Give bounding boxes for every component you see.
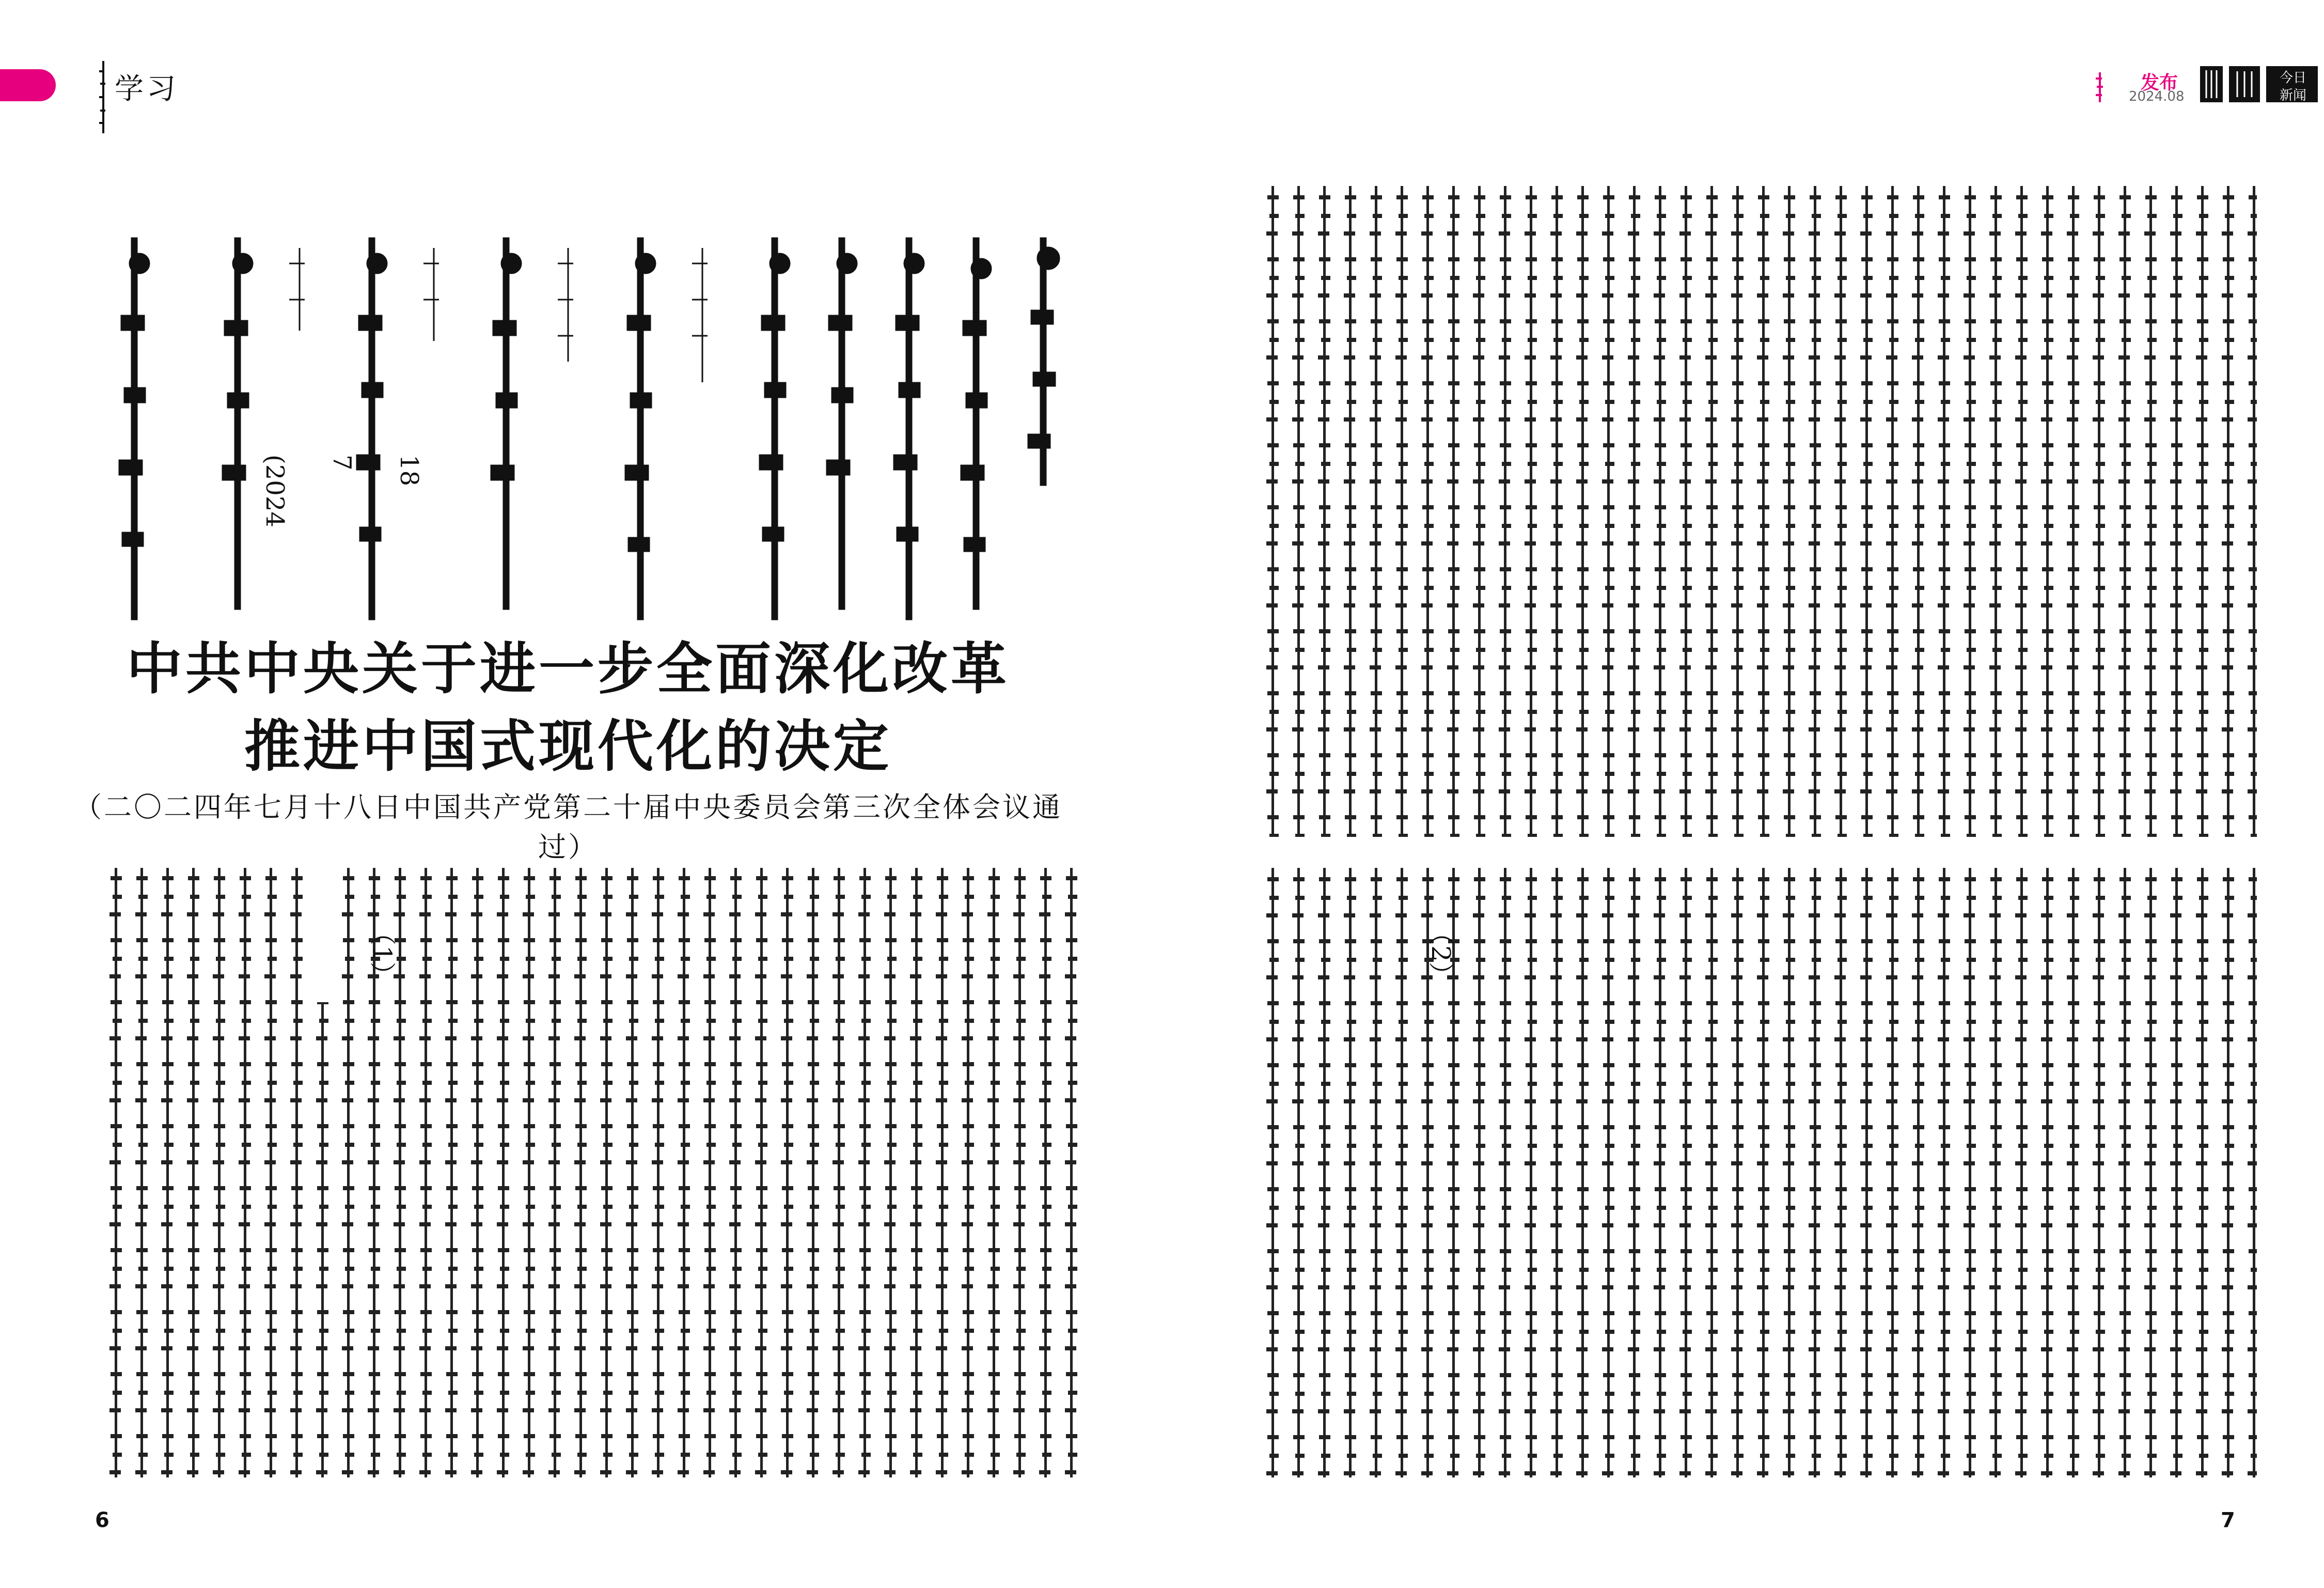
date-month: 7 [327,455,356,471]
mongolian-body-text-left [103,868,1085,1477]
headline [52,630,1085,785]
section-tab-marker [0,69,56,101]
logo-text-top: 今日 [2279,70,2306,86]
page-number-left: 6 [95,1508,109,1532]
mongolian-title-block [103,207,1085,630]
headline-line-1: 中共中央关于进一步全面深化改革 [126,636,1010,702]
mongolian-body-text-right-lower [1260,868,2257,1477]
headline-subtitle: （二〇二四年七月十八日中国共产党第二十届中央委员会第三次全体会议通过） [74,791,1062,863]
date-day: 18 [395,455,423,487]
mongolian-body-text-right-upper [1260,186,2257,837]
date-year: (2024 [260,455,289,527]
section-title: 学习 [115,72,179,106]
publish-label: 发布 [2141,72,2178,94]
mongolian-section-glyph [98,61,108,133]
issue-date: 2024.08 [2129,89,2185,104]
headline-line-2: 推进中国式现代化的决定 [244,714,892,779]
logo-text-bottom: 新闻 [2279,88,2306,103]
paragraph-marker-2: （2） [1426,920,1456,988]
page-number-right: 7 [2221,1508,2235,1532]
paragraph-marker-1: （1） [367,920,397,988]
mongolian-publish-glyph [2094,72,2106,102]
masthead-logo [2200,65,2319,103]
